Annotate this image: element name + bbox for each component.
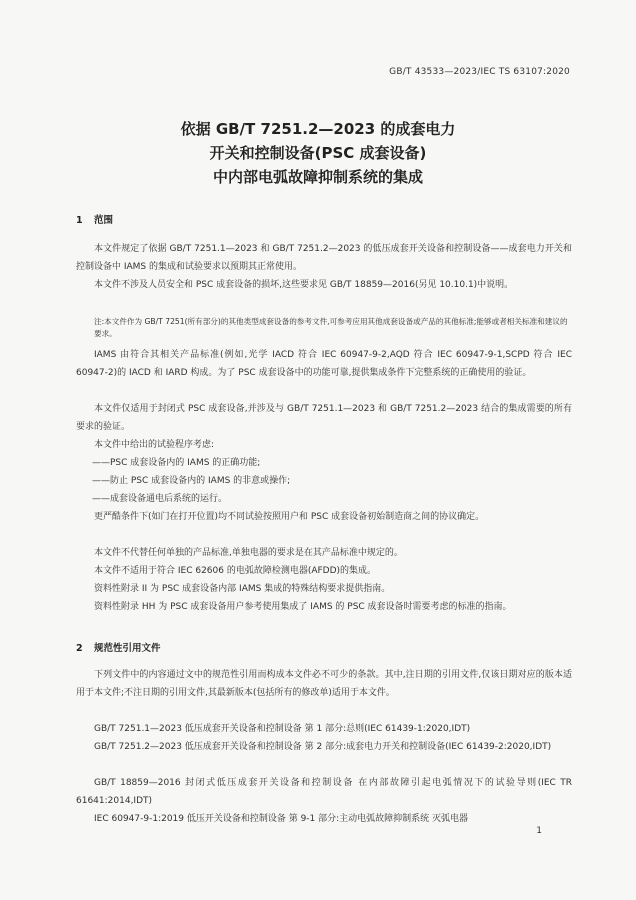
paragraph: 本文件不涉及人员安全和 PSC 成套设备的损坏,这些要求见 GB/T 18859—2016(另见 10.10.1)中说明。 <box>94 280 514 290</box>
paragraph: 资料性附录 II 为 PSC 成套设备内部 IAMS 集成的特殊结构要求提供指南。 <box>94 584 391 594</box>
title-line-1: 依据 GB/T 7251.2—2023 的成套电力 <box>180 120 456 138</box>
section-1-heading <box>76 212 113 226</box>
document-title <box>0 117 636 189</box>
paragraph: 更严酷条件下(如门在打开位置)均不同试验按照用户和 PSC 成套设备初始制造商之间的协议确定。 <box>94 512 485 522</box>
reference-item: IEC 60947-9-1:2019 低压开关设备和控制设备 第 9-1 部分:主动电弧故障抑制系统 灭弧电器 <box>94 814 469 824</box>
paragraph: 资料性附录 HH 为 PSC 成套设备用户参考使用集成了 IAMS 的 PSC 成套设备时需要考虑的标准的指南。 <box>94 602 512 612</box>
page-number: 1 <box>536 826 542 836</box>
list-item: ——PSC 成套设备内的 IAMS 的正确功能; <box>92 458 261 468</box>
reference-item: GB/T 18859—2016 封闭式低压成套开关设备和控制设备 在内部故障引起电弧情况下的试验导则(IEC TR 61641:2014,IDT) <box>76 778 572 806</box>
paragraph: 下列文件中的内容通过文中的规范性引用而构成本文件必不可少的条款。其中,注日期的引用文件,仅该日期对应的版本适用于本文件;不注日期的引用文件,其最新版本(包括所有的修改单)适用于本文件。 <box>76 670 572 698</box>
paragraph: 本文件不适用于符合 IEC 62606 的电弧故障检测电器(AFDD)的集成。 <box>94 566 377 576</box>
paragraph: IAMS 由符合其相关产品标准(例如,光学 IACD 符合 IEC 60947-9-2,AQD 符合 IEC 60947-9-1,SCPD 符合 IEC 60947-2)的 IACD 和 IARD 构成。为了 PSC 成套设备中的功能可靠,提供集成条件下完整系统的正确使用的验证。 <box>76 350 572 378</box>
section-2-heading <box>76 640 161 654</box>
section-number: 1 <box>76 215 83 226</box>
section-number: 2 <box>76 643 83 654</box>
paragraph: 本文件仅适用于封闭式 PSC 成套设备,并涉及与 GB/T 7251.1—2023 和 GB/T 7251.2—2023 结合的集成需要的所有要求的验证。 <box>76 404 572 432</box>
section-title: 范围 <box>94 215 114 226</box>
list-item: ——成套设备通电后系统的运行。 <box>92 494 228 504</box>
section-title: 规范性引用文件 <box>94 643 161 654</box>
reference-item: GB/T 7251.1—2023 低压成套开关设备和控制设备 第 1 部分:总则(IEC 61439-1:2020,IDT) <box>94 724 471 734</box>
note: 注:本文件作为 GB/T 7251(所有部分)的其他类型成套设备的参考文件,可参考应用其他成套设备或产品的其他标准;能够或者相关标准和建议的要求。 <box>94 317 568 338</box>
reference-item: GB/T 7251.2—2023 低压成套开关设备和控制设备 第 2 部分:成套电力开关和控制设备(IEC 61439-2:2020,IDT) <box>94 742 552 752</box>
paragraph: 本文件规定了依据 GB/T 7251.1—2023 和 GB/T 7251.2—2023 的低压成套开关设备和控制设备——成套电力开关和控制设备中 IAMS 的集成和试验要求以预期其正常使用。 <box>76 244 572 272</box>
title-line-2: 开关和控制设备(PSC 成套设备) <box>209 144 427 162</box>
standard-code: GB/T 43533—2023/IEC TS 63107:2020 <box>389 67 570 77</box>
title-line-3: 中内部电弧故障抑制系统的集成 <box>212 168 423 186</box>
paragraph: 本文件不代替任何单独的产品标准,单独电器的要求是在其产品标准中规定的。 <box>94 548 403 558</box>
list-item: ——防止 PSC 成套设备内的 IAMS 的非意或操作; <box>92 476 291 486</box>
paragraph: 本文件中给出的试验程序考虑: <box>94 440 215 450</box>
